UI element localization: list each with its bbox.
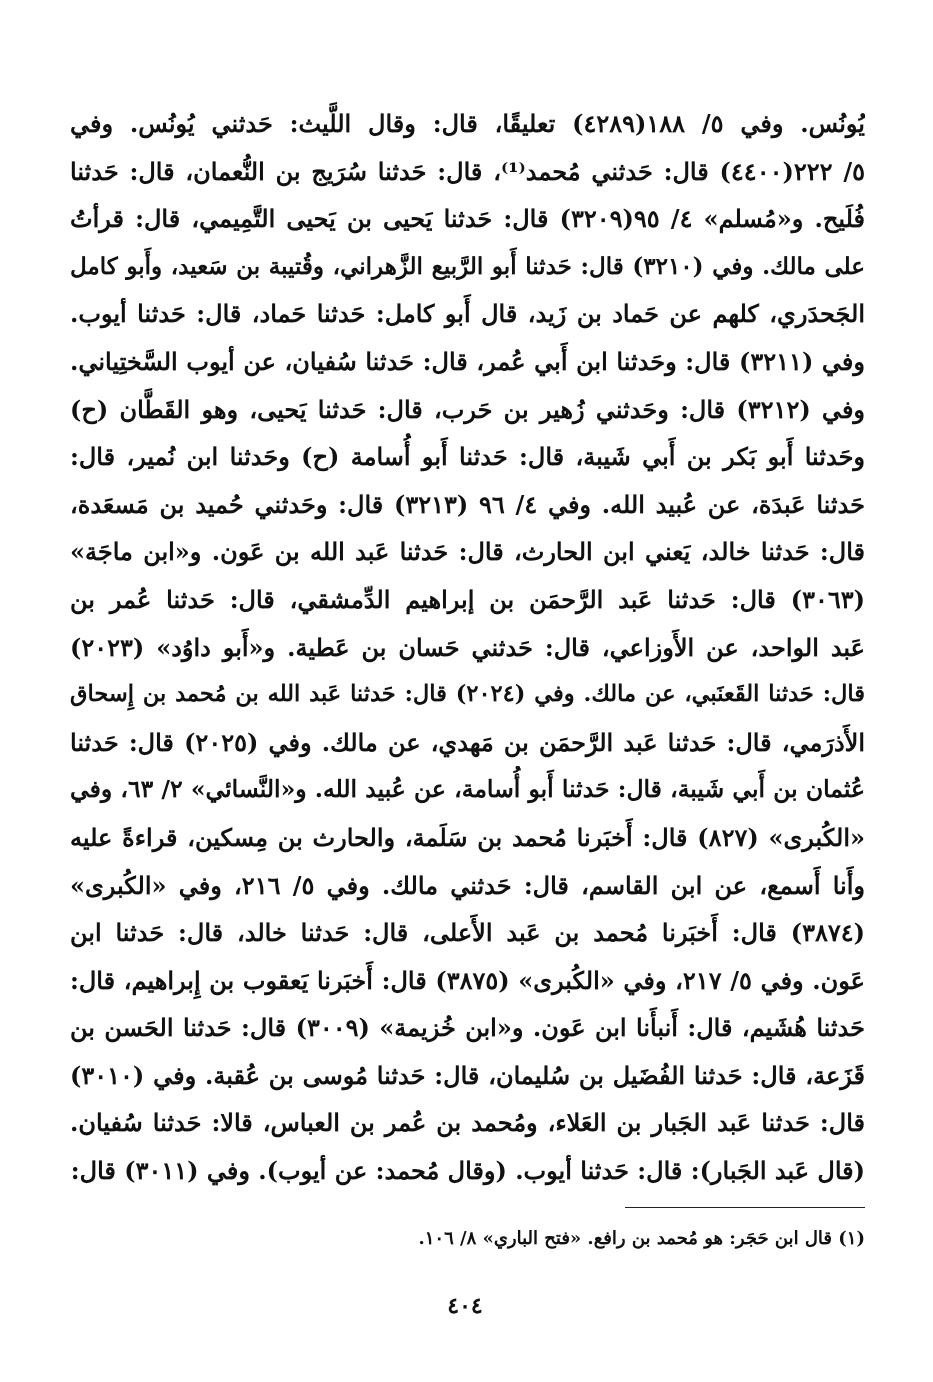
text-line-16: «الكُبرى» (٨٢٧) قال: أَخبَرنا مُحمد بن سَلَمة، والحارث بن مِسكين، قراءةً عليه <box>70 822 865 852</box>
footnote: (١) قال ابن حَجَر: هو مُحمد بن رافع. «فتح الباري» ٨/ ١٠٦. <box>418 1228 865 1249</box>
text-line-14: الأَذرَمي، قال: حَدثنا عَبد الرَّحمَن بن مَهدي، عن مالك. وفي (٢٠٢٥) قال: حَدثنا <box>70 727 865 757</box>
text-line-11: (٣٠٦٣) قال: حَدثنا عَبد الرَّحمَن بن إبراهيم الدِّمشقي، قال: حَدثنا عُمر بن <box>70 584 865 614</box>
text-line-6: وفي (٣٢١١) قال: وحَدثنا ابن أَبي عُمر، قال: حَدثنا سُفيان، عن أيوب السَّختِياني. <box>70 346 865 376</box>
text-line-18: (٣٨٧٤) قال: أَخبَرنا مُحمد بن عَبد الأَعلى، قال: حَدثنا خالد، قال: حَدثنا ابن <box>70 918 865 948</box>
text-line-23: (قال عَبد الجَبار): قال: حَدثنا أيوب. (وقال مُحمد: عن أيوب). وفي (٣٠١١) قال: <box>70 1156 865 1186</box>
text-line-12: عَبد الواحد، عن الأَوزاعي، قال: حَدثني حَسان بن عَطية. و«أَبو داوُد» (٢٠٢٣) <box>70 632 865 662</box>
text-line-8: وحَدثنا أَبو بَكر بن أَبي شَيبة، قال: حَدثنا أَبو أُسامة (ح) وحَدثنا ابن نُمير، قال: <box>70 442 865 472</box>
text-line-7: وفي (٣٢١٢) قال: وحَدثني زُهير بن حَرب، قال: حَدثنا يَحيى، وهو القَطَّان (ح) <box>70 394 865 424</box>
text-line-1: يُونُس. وفي ٥/ ١٨٨(٤٢٨٩) تعليقًا، قال: وقال اللَّيث: حَدثني يُونُس. وفي <box>70 109 865 138</box>
text-line-10: قال: حَدثنا خالد، يَعني ابن الحارث، قال: حَدثنا عَبد الله بن عَون. و«ابن ماجَة» <box>70 537 865 567</box>
text-line-21: قَزَعة، قال: حَدثنا الفُضَيل بن سُليمان، قال: حَدثنا مُوسى بن عُقبة. وفي (٣٠١٠) <box>70 1060 865 1090</box>
text-line-20: حَدثنا هُشَيم، قال: أَنبأَنا ابن عَون. و«ابن خُزيمة» (٣٠٠٩) قال: حَدثنا الحَسن بن <box>70 1013 865 1043</box>
footnote-divider <box>625 1207 865 1208</box>
text-line-17: وأَنا أَسمع، عن ابن القاسم، قال: حَدثني مالك. وفي ٥/ ٢١٦، وفي «الكُبرى» <box>70 870 865 900</box>
main-text-block <box>70 100 865 1195</box>
text-line-19: عَون. وفي ٥/ ٢١٧، وفي «الكُبرى» (٣٨٧٥) قال: أَخبَرنا يَعقوب بن إِبراهيم، قال: <box>70 965 865 995</box>
text-line-3: فُلَيح. و«مُسلم» ٤/ ٩٥(٣٢٠٩) قال: حَدثنا يَحيى بن يَحيى التَّمِيمي، قال: قرأتُ <box>70 204 865 234</box>
text-line-2: ٥/ ٢٢٢(٤٤٠٠) قال: حَدثني مُحمد⁽¹⁾، قال: حَدثنا سُرَيج بن النُّعمان، قال: حَدثنا <box>70 156 865 186</box>
text-line-15: عُثمان بن أَبي شَيبة، قال: حَدثنا أَبو أُسامة، عن عُبيد الله. و«النَّسائي» ٢/ ٦٣، وفي <box>70 775 865 804</box>
text-line-13: قال: حَدثنا القَعنَبي، عن مالك. وفي (٢٠٢٤) قال: حَدثنا عَبد الله بن مُحمد بن إِسحاق <box>70 681 865 708</box>
page-number: ٤٠٤ <box>447 1293 483 1319</box>
text-line-9: حَدثنا عَبدَة، عن عُبيد الله. وفي ٤/ ٩٦ (٣٢١٣) قال: وحَدثني حُميد بن مَسعَدة، <box>70 489 865 519</box>
text-line-4: على مالك. وفي (٣٢١٠) قال: حَدثنا أَبو الرَّبيع الزَّهراني، وقُتيبة بن سَعيد، وأَبو كامل <box>70 252 865 280</box>
text-line-5: الجَحدَري، كلهم عن حَماد بن زَيد، قال أَبو كامل: حَدثنا حَماد، قال: حَدثنا أيوب. <box>70 299 865 329</box>
text-line-22: قال: حَدثنا عَبد الجَبار بن العَلاء، ومُحمد بن عُمر بن العباس، قالا: حَدثنا سُفيان. <box>70 1108 865 1138</box>
